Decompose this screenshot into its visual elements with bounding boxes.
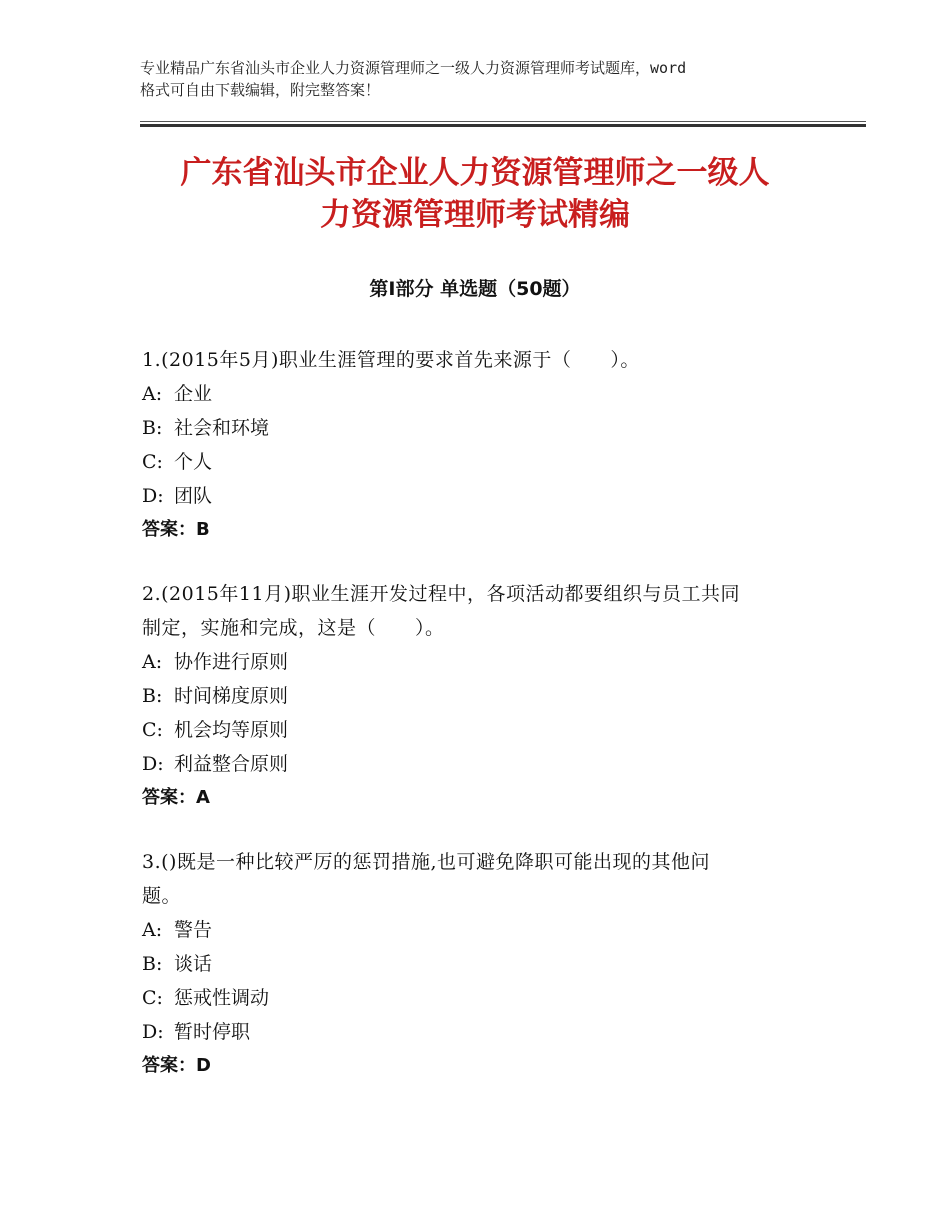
- option-text: 谈话: [174, 953, 213, 975]
- question-stem: [142, 343, 822, 377]
- option-text: 暂时停职: [174, 1021, 251, 1043]
- option-letter: C:: [142, 719, 163, 741]
- option-d: [142, 479, 822, 513]
- option-text: 机会均等原则: [174, 719, 289, 741]
- question-stem-line: 制定，实施和完成，这是（ ）。: [142, 617, 445, 639]
- option-c: [142, 445, 822, 479]
- option-b: [142, 411, 822, 445]
- option-text: 个人: [174, 451, 213, 473]
- question-3: [142, 845, 822, 1083]
- header-note-line-1: 专业精品广东省汕头市企业人力资源管理师之一级人力资源管理师考试题库，word: [140, 59, 687, 77]
- option-text: 利益整合原则: [174, 753, 289, 775]
- option-b: [142, 679, 822, 713]
- document-title-line-2: 力资源管理师考试精编: [320, 197, 630, 233]
- option-text: 惩戒性调动: [174, 987, 270, 1009]
- option-a: [142, 913, 822, 947]
- question-list: [142, 343, 822, 1113]
- question-stem-line: 题。: [142, 885, 182, 907]
- header-note-line-2: 格式可自由下载编辑，附完整答案！: [140, 81, 381, 99]
- option-letter: D:: [142, 1021, 164, 1043]
- option-d: [142, 1015, 822, 1049]
- answer-label: 答案：A: [142, 787, 210, 808]
- answer-label: 答案：D: [142, 1055, 211, 1076]
- option-text: 社会和环境: [174, 417, 270, 439]
- header-note: [140, 57, 830, 101]
- question-1: [142, 343, 822, 547]
- option-letter: D:: [142, 485, 164, 507]
- option-text: 协作进行原则: [174, 651, 289, 673]
- question-2: [142, 577, 822, 815]
- option-letter: A:: [142, 383, 163, 405]
- option-a: [142, 645, 822, 679]
- answer-label: 答案：B: [142, 519, 210, 540]
- option-d: [142, 747, 822, 781]
- question-stem-line: 3.()既是一种比较严厉的惩罚措施,也可避免降职可能出现的其他问: [142, 851, 710, 873]
- option-letter: A:: [142, 651, 163, 673]
- option-text: 警告: [174, 919, 213, 941]
- section-heading: 第Ⅰ部分 单选题（50题）: [369, 278, 581, 300]
- option-letter: D:: [142, 753, 164, 775]
- option-letter: B:: [142, 417, 163, 439]
- option-c: [142, 981, 822, 1015]
- question-stem: [142, 845, 822, 913]
- option-a: [142, 377, 822, 411]
- option-text: 团队: [174, 485, 213, 507]
- option-text: 企业: [174, 383, 213, 405]
- option-text: 时间梯度原则: [174, 685, 289, 707]
- question-stem: [142, 577, 822, 645]
- option-b: [142, 947, 822, 981]
- question-stem-line: 2.(2015年11月)职业生涯开发过程中，各项活动都要组织与员工共同: [142, 583, 740, 605]
- option-letter: A:: [142, 919, 163, 941]
- option-letter: B:: [142, 685, 163, 707]
- header-divider-thick: [140, 124, 866, 127]
- option-c: [142, 713, 822, 747]
- question-stem-line: 1.(2015年5月)职业生涯管理的要求首先来源于（ ）。: [142, 349, 640, 371]
- option-letter: B:: [142, 953, 163, 975]
- option-letter: C:: [142, 451, 163, 473]
- option-letter: C:: [142, 987, 163, 1009]
- document-title-line-1: 广东省汕头市企业人力资源管理师之一级人: [180, 155, 770, 191]
- header-divider-thin: [140, 121, 866, 122]
- document-title: [100, 152, 850, 236]
